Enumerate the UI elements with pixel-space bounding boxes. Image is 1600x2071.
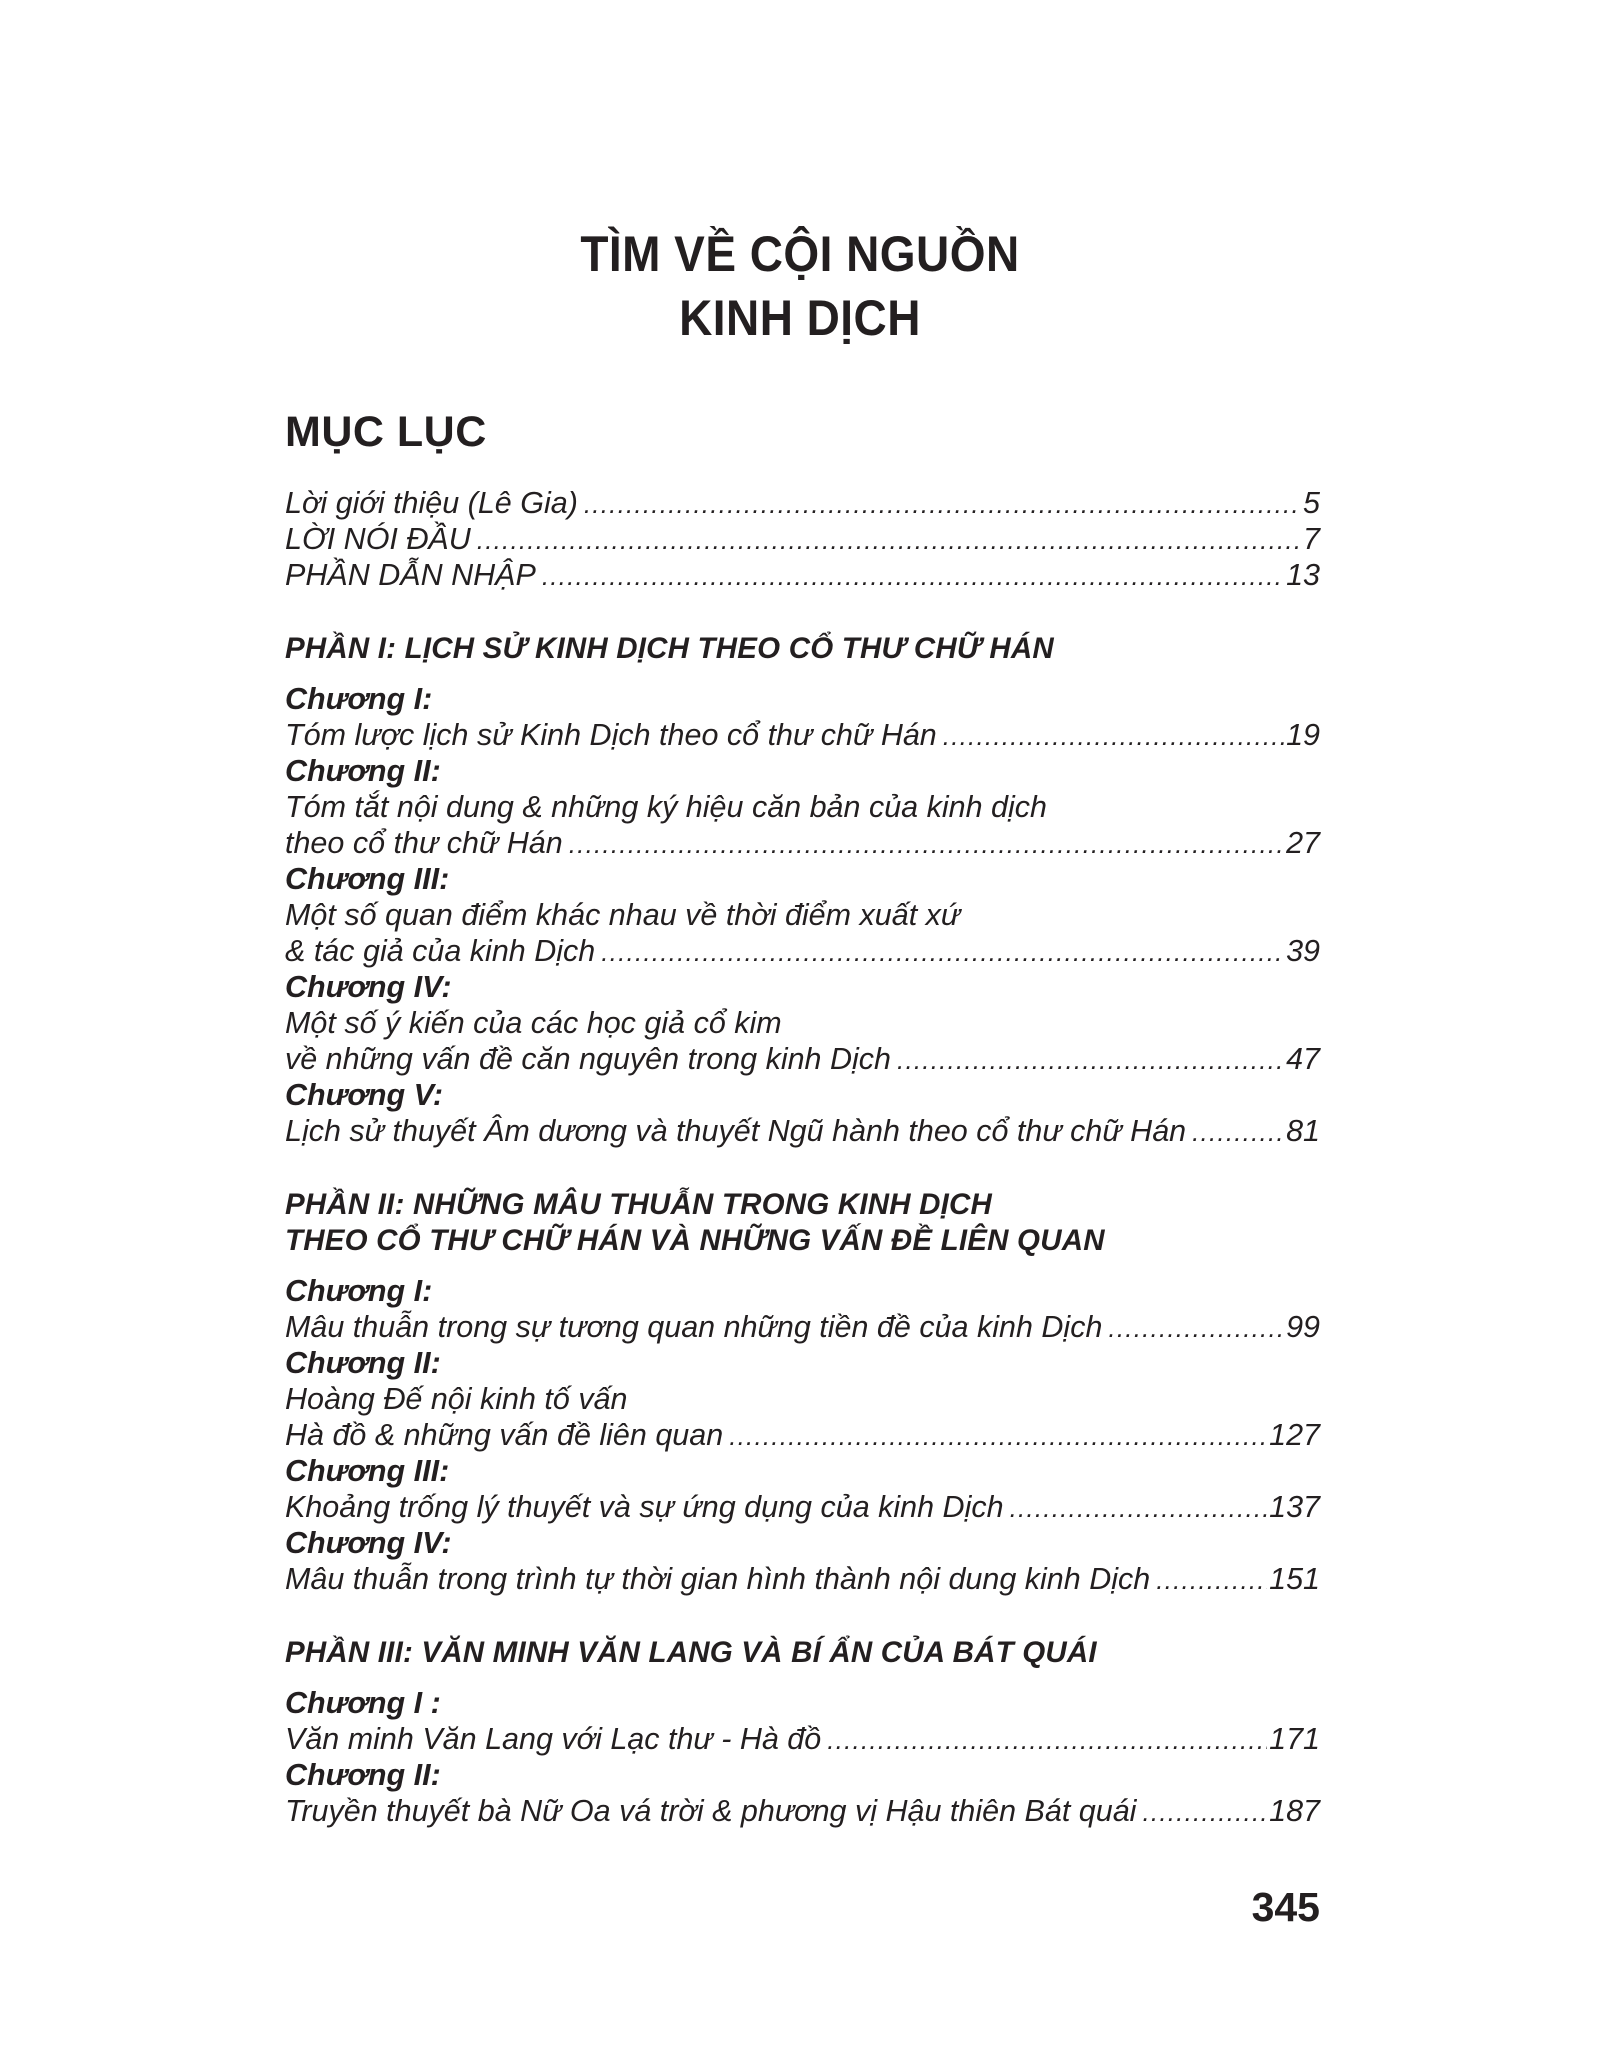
entry-page-number: 7 xyxy=(1303,522,1320,556)
table-of-contents xyxy=(285,0,1320,2071)
entry-title: Chương I: xyxy=(285,682,433,716)
entry-title: Mâu thuẫn trong trình tự thời gian hình thành nội dung kinh Dịch xyxy=(285,1562,1151,1596)
entry-title: về những vấn đề căn nguyên trong kinh Dịch xyxy=(285,1042,892,1076)
part-heading xyxy=(285,630,1320,668)
entry-page-number: 187 xyxy=(1269,1794,1320,1828)
dot-leader xyxy=(601,933,1284,971)
entry-title: Một số quan điểm khác nhau về thời điểm xuất xứ xyxy=(285,898,961,932)
entry-title: Tóm tắt nội dung & những ký hiệu căn bản của kinh dịch xyxy=(285,790,1047,824)
entry-title: Truyền thuyết bà Nữ Oa vá trời & phương vị Hậu thiên Bát quái xyxy=(285,1794,1137,1828)
chapter-label xyxy=(285,1524,1320,1562)
entry-page-number: 151 xyxy=(1269,1562,1320,1596)
dot-leader xyxy=(477,521,1301,559)
entry-title: PHẦN III: VĂN MINH VĂN LANG VÀ BÍ ẨN CỦA BÁT QUÁI xyxy=(285,1636,1097,1669)
entry-title: Chương I: xyxy=(285,1274,433,1308)
chapter-label xyxy=(285,860,1320,898)
entry-title: PHẦN I: LỊCH SỬ KINH DỊCH THEO CỔ THƯ CHỮ HÁN xyxy=(285,632,1054,665)
dot-leader xyxy=(943,717,1284,755)
toc-entry xyxy=(285,1720,1320,1758)
book-title-line-1: TÌM VỀ CỘI NGUỒN xyxy=(580,226,1020,282)
entry-title: & tác giả của kinh Dịch xyxy=(285,934,596,968)
entry-page-number: 27 xyxy=(1286,826,1320,860)
toc-entry xyxy=(285,932,1320,970)
entry-title: theo cổ thư chữ Hán xyxy=(285,826,563,860)
toc-entry xyxy=(285,1560,1320,1598)
dot-leader xyxy=(542,557,1284,595)
entry-title: Chương I : xyxy=(285,1686,441,1720)
entry-title: PHẦN DẪN NHẬP xyxy=(285,558,536,592)
chapter-label xyxy=(285,1076,1320,1114)
entry-page-number: 127 xyxy=(1269,1418,1320,1452)
toc-line xyxy=(285,896,1320,934)
chapter-label xyxy=(285,1344,1320,1382)
entry-page-number: 39 xyxy=(1286,934,1320,968)
toc-entry xyxy=(285,1792,1320,1830)
dot-leader xyxy=(729,1417,1267,1455)
entry-page-number: 81 xyxy=(1286,1114,1320,1148)
part-heading xyxy=(285,1634,1320,1672)
entry-title: Chương III: xyxy=(285,1454,450,1488)
dot-leader xyxy=(1108,1309,1284,1347)
entry-title: Khoảng trống lý thuyết và sự ứng dụng của kinh Dịch xyxy=(285,1490,1004,1524)
toc-entry xyxy=(285,824,1320,862)
chapter-label xyxy=(285,1756,1320,1794)
entry-title: Chương III: xyxy=(285,862,450,896)
dot-leader xyxy=(827,1721,1267,1759)
chapter-label xyxy=(285,1684,1320,1722)
entry-page-number: 13 xyxy=(1286,558,1320,592)
entry-page-number: 99 xyxy=(1286,1310,1320,1344)
dot-leader xyxy=(584,485,1301,523)
entry-title: LỜI NÓI ĐẦU xyxy=(285,522,471,556)
entry-title: Chương II: xyxy=(285,1346,441,1380)
entry-title: PHẦN II: NHỮNG MÂU THUẪN TRONG KINH DỊCH xyxy=(285,1188,993,1221)
entry-title: Hà đồ & những vấn đề liên quan xyxy=(285,1418,724,1452)
toc-line xyxy=(285,1380,1320,1418)
dot-leader xyxy=(569,825,1284,863)
toc-line xyxy=(285,1004,1320,1042)
entry-title: Một số ý kiến của các học giả cổ kim xyxy=(285,1006,782,1040)
entry-page-number: 47 xyxy=(1286,1042,1320,1076)
entry-page-number: 19 xyxy=(1286,718,1320,752)
chapter-label xyxy=(285,1452,1320,1490)
entry-title: THEO CỔ THƯ CHỮ HÁN VÀ NHỮNG VẤN ĐỀ LIÊN QUAN xyxy=(285,1224,1105,1257)
entry-title: Văn minh Văn Lang với Lạc thư - Hà đồ xyxy=(285,1722,822,1756)
entry-title: Hoàng Đế nội kinh tố vấn xyxy=(285,1382,628,1416)
chapter-label xyxy=(285,1272,1320,1310)
toc-line xyxy=(285,788,1320,826)
toc-entry xyxy=(285,1112,1320,1150)
toc-entry xyxy=(285,556,1320,594)
part-heading xyxy=(285,1186,1320,1224)
toc-entry xyxy=(285,1040,1320,1078)
toc-entry xyxy=(285,520,1320,558)
entry-title: Mâu thuẫn trong sự tương quan những tiền đề của kinh Dịch xyxy=(285,1310,1103,1344)
chapter-label xyxy=(285,680,1320,718)
chapter-label xyxy=(285,752,1320,790)
dot-leader xyxy=(1142,1793,1267,1831)
entry-title: Tóm lược lịch sử Kinh Dịch theo cổ thư chữ Hán xyxy=(285,718,937,752)
book-title-line-2: KINH DỊCH xyxy=(679,290,921,346)
entry-title: Chương IV: xyxy=(285,970,452,1004)
entry-title: Chương II: xyxy=(285,1758,441,1792)
entry-title: Lịch sử thuyết Âm dương và thuyết Ngũ hành theo cổ thư chữ Hán xyxy=(285,1114,1187,1148)
entry-title: Lời giới thiệu (Lê Gia) xyxy=(285,486,578,520)
entry-page-number: 137 xyxy=(1269,1490,1320,1524)
dot-leader xyxy=(1156,1561,1267,1599)
toc-entry xyxy=(285,1308,1320,1346)
page-number: 345 xyxy=(1251,1884,1320,1930)
chapter-label xyxy=(285,968,1320,1006)
entry-page-number: 5 xyxy=(1303,486,1320,520)
dot-leader xyxy=(1192,1113,1284,1151)
toc-entry xyxy=(285,1488,1320,1526)
entry-title: Chương V: xyxy=(285,1078,444,1112)
entry-page-number: 171 xyxy=(1269,1722,1320,1756)
entry-title: Chương II: xyxy=(285,754,441,788)
toc-entry xyxy=(285,484,1320,522)
toc-entry xyxy=(285,716,1320,754)
dot-leader xyxy=(1010,1489,1268,1527)
toc-entry xyxy=(285,1416,1320,1454)
dot-leader xyxy=(897,1041,1284,1079)
part-heading xyxy=(285,1222,1320,1260)
entry-title: Chương IV: xyxy=(285,1526,452,1560)
toc-heading: MỤC LỤC xyxy=(285,408,487,456)
